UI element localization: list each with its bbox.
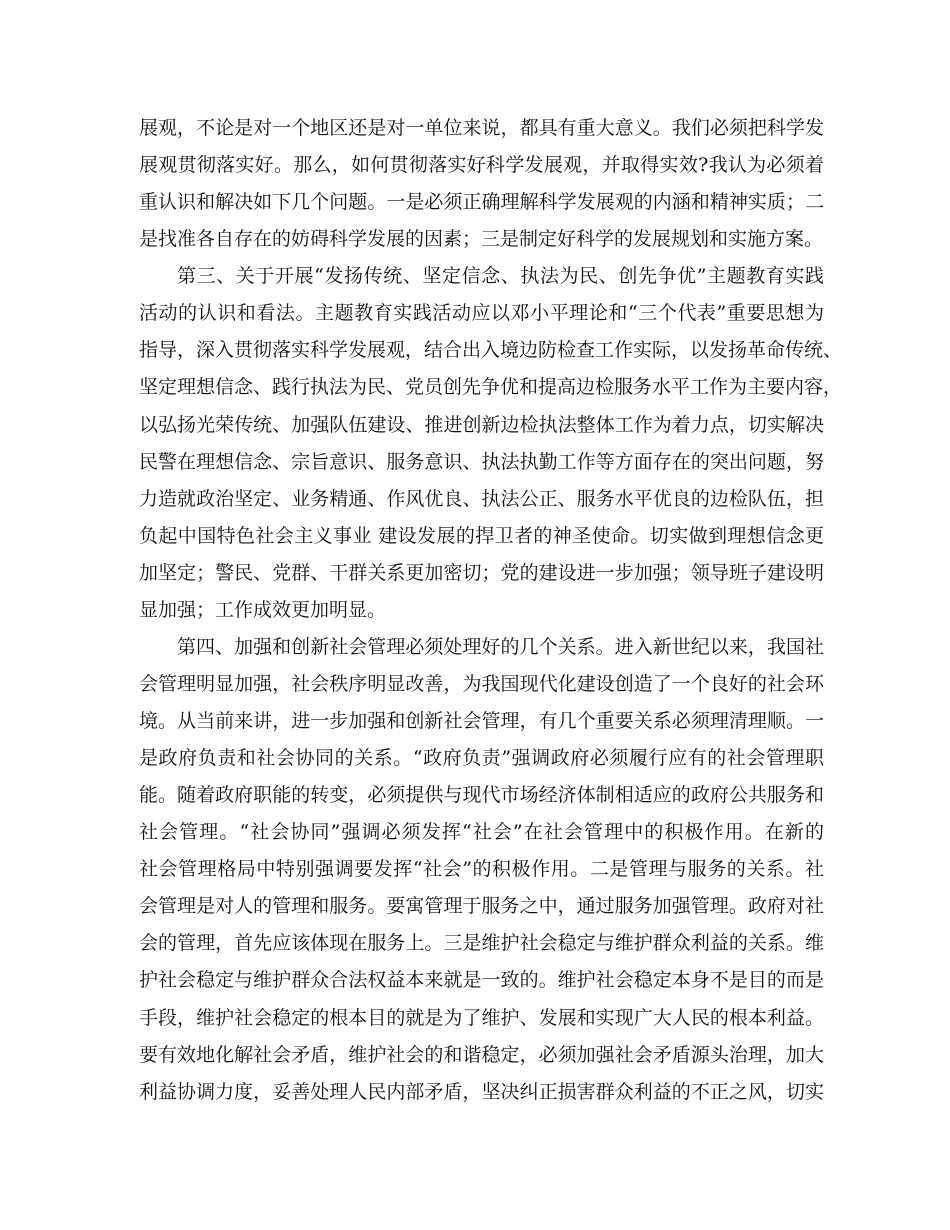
text-line: 加坚定；警民、党群、干群关系更加密切；党的建设进一步加强；领导班子建设明 bbox=[139, 561, 824, 584]
text-line: 要有效地化解社会矛盾，维护社会的和谐稳定，必须加强社会矛盾源头治理，加大 bbox=[139, 1043, 824, 1066]
text-line: 会管理是对人的管理和服务。要寓管理于服务之中，通过服务加强管理。政府对社 bbox=[139, 895, 824, 918]
text-line: 能。随着政府职能的转变，必须提供与现代市场经济体制相适应的政府公共服务和 bbox=[139, 784, 824, 807]
document-body bbox=[139, 110, 843, 1111]
text-line: 社会管理格局中特别强调要发挥“社会”的积极作用。二是管理与服务的关系。社 bbox=[139, 858, 824, 881]
text-line: 以弘扬光荣传统、加强队伍建设、推进创新边检执法整体工作为着力点，切实解决 bbox=[139, 413, 824, 436]
text-line: 展观贯彻落实好。那么，如何贯彻落实好科学发展观，并取得实效?我认为必须着 bbox=[139, 154, 824, 177]
text-line: 民警在理想信念、宗旨意识、服务意识、执法执勤工作等方面存在的突出问题，努 bbox=[139, 450, 824, 473]
text-line: 坚定理想信念、践行执法为民、党员创先争优和提高边检服务水平工作为主要内容， bbox=[139, 376, 843, 399]
text-line: 重认识和解决如下几个问题。一是必须正确理解科学发展观的内涵和精神实质；二 bbox=[139, 191, 824, 214]
text-line: 会的管理，首先应该体现在服务上。三是维护社会稳定与维护群众利益的关系。维 bbox=[139, 932, 824, 955]
text-line: 显加强；工作成效更加明显。 bbox=[139, 598, 387, 621]
text-line: 力造就政治坚定、业务精通、作风优良、执法公正、服务水平优良的边检队伍，担 bbox=[139, 487, 824, 510]
text-line: 境。从当前来讲，进一步加强和创新社会管理，有几个重要关系必须理清理顺。一 bbox=[139, 710, 824, 732]
paragraph-heading-line: 第三、关于开展“发扬传统、坚定信念、执法为民、创先争优”主题教育实践 bbox=[177, 265, 824, 288]
text-line: 是政府负责和社会协同的关系。“政府负责”强调政府必须履行应有的社会管理职 bbox=[139, 747, 824, 770]
text-line: 活动的认识和看法。主题教育实践活动应以邓小平理论和“三个代表”重要思想为 bbox=[139, 302, 824, 325]
text-line: 利益协调力度，妥善处理人民内部矛盾，坚决纠正损害群众利益的不正之风，切实 bbox=[139, 1080, 824, 1103]
text-line: 展观，不论是对一个地区还是对一单位来说，都具有重大意义。我们必须把科学发 bbox=[139, 117, 824, 139]
text-line: 社会管理。“社会协同”强调必须发挥“社会”在社会管理中的积极作用。在新的 bbox=[139, 821, 824, 844]
text-line: 是找准各自存在的妨碍科学发展的因素；三是制定好科学的发展规划和实施方案。 bbox=[139, 228, 824, 251]
paragraph-heading-line: 第四、加强和创新社会管理必须处理好的几个关系。进入新世纪以来，我国社 bbox=[177, 635, 824, 658]
text-line: 指导，深入贯彻落实科学发展观，结合出入境边防检查工作实际，以发扬革命传统、 bbox=[139, 339, 843, 362]
text-line: 负起中国特色社会主义事业 建设发展的捍卫者的神圣使命。切实做到理想信念更 bbox=[139, 524, 824, 547]
text-line: 手段，维护社会稳定的根本目的就是为了维护、发展和实现广大人民的根本利益。 bbox=[139, 1006, 824, 1029]
text-line: 会管理明显加强，社会秩序明显改善，为我国现代化建设创造了一个良好的社会环 bbox=[139, 672, 824, 695]
text-line: 护社会稳定与维护群众合法权益本来就是一致的。维护社会稳定本身不是目的而是 bbox=[139, 969, 824, 992]
